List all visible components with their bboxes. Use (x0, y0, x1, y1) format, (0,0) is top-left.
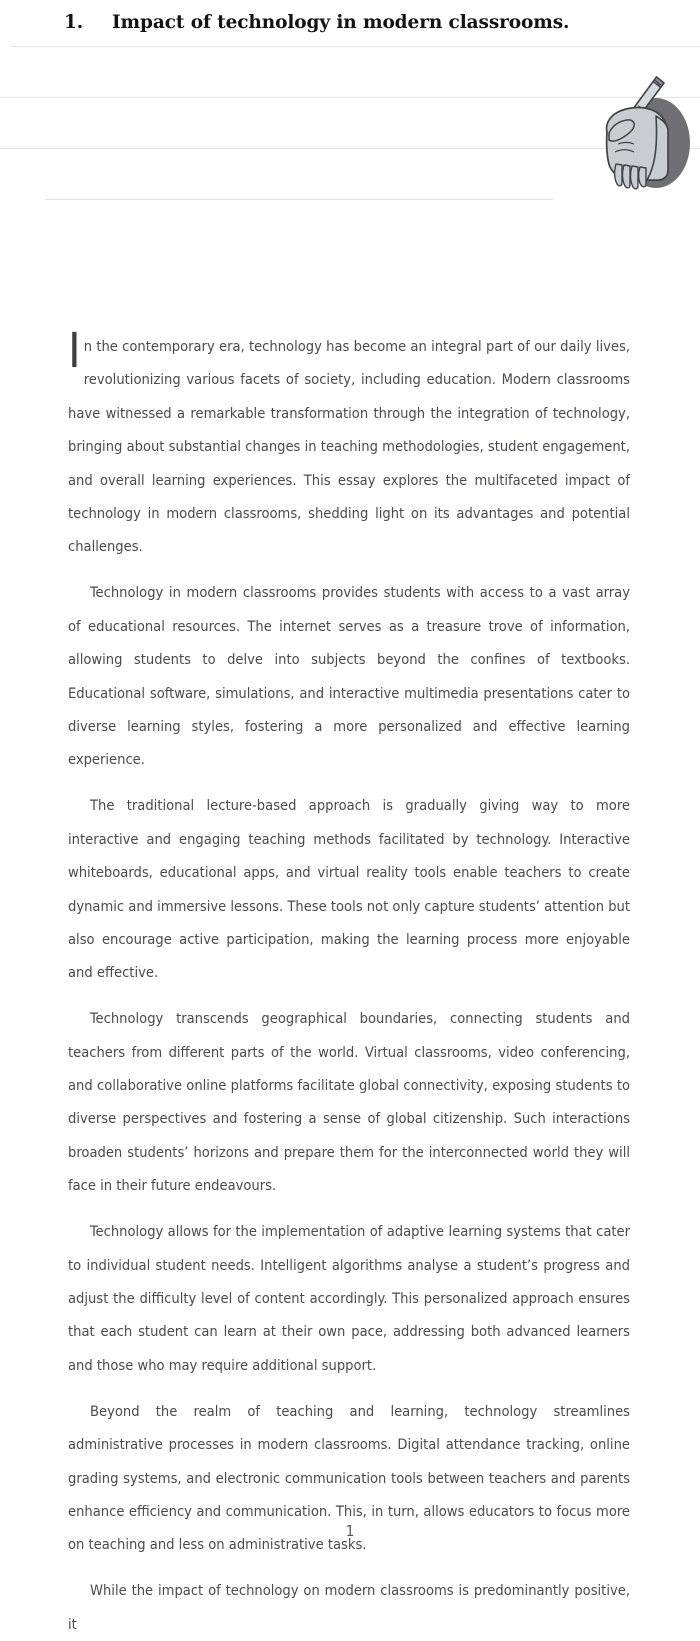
page-number: 1 (345, 1522, 355, 1540)
page-header (0, 0, 700, 215)
paragraph-6: Beyond the realm of teaching and learning, technology streamlines administrative processes in modern classrooms. Digital attendance tracking, online grading systems, and electronic communication tools between teachers and parents enhance efficiency and communication. This, in turn, allows educators to focus more on teaching and less on administrative tasks. (68, 1402, 630, 1554)
header-rule-2 (0, 97, 700, 98)
title-text: Impact of technology in modern classrooms. (112, 12, 570, 33)
paragraph-7: While the impact of technology on modern classrooms is predominantly positive, it (68, 1582, 630, 1633)
hand-writing-with-pencil-icon (598, 72, 698, 194)
drop-cap: I (68, 323, 81, 379)
paragraph-2: Technology in modern classrooms provides students with access to a vast array of educational resources. The internet serves as a treasure trove of information, allowing students to delve into subjects beyond the confines of textbooks. Educational software, simulations, and interactive multimedia presentations cater to diverse learning styles, fostering a more personalized and effective learning experience. (68, 584, 630, 769)
header-rule-3 (0, 148, 700, 149)
paragraph-4: Technology transcends geographical boundaries, connecting students and teachers from different parts of the world. Virtual classrooms, video conferencing, and collaborative online platforms facilitate global connectivity, exposing students to diverse perspectives and fostering a sense of global citizenship. Such interactions broaden students’ horizons and prepare them for the interconnected world they will face in their future endeavours. (68, 1010, 630, 1195)
paragraph-1-text: n the contemporary era, technology has become an integral part of our daily lives, revolutionizing various facets of society, including education. Modern classrooms have witnessed a remarkable transformation through the integration of technology, bringing about substantial changes in teaching methodologies, student engagement, and overall learning experiences. This essay explores the multifaceted impact of technology in modern classrooms, shedding light on its advantages and potential challenges. (68, 338, 630, 556)
paragraph-1 (68, 323, 630, 564)
essay-body (68, 323, 630, 1641)
header-rule-1 (10, 46, 700, 47)
paragraph-5: Technology allows for the implementation of adaptive learning systems that cater to individual student needs. Intelligent algorithms analyse a student’s progress and adjust the difficulty level of content accordingly. This personalized approach ensures that each student can learn at their own pace, addressing both advanced learners and those who may require additional support. (68, 1223, 630, 1374)
title-number: 1. (64, 12, 84, 33)
page-title (64, 11, 624, 35)
header-rule-4 (45, 199, 553, 200)
paragraph-3: The traditional lecture-based approach is gradually giving way to more interactive and engaging teaching methods facilitated by technology. Interactive whiteboards, educational apps, and virtual reality tools enable teachers to create dynamic and immersive lessons. These tools not only capture students’ attention but also encourage active participation, making the learning process more enjoyable and effective. (68, 797, 630, 982)
